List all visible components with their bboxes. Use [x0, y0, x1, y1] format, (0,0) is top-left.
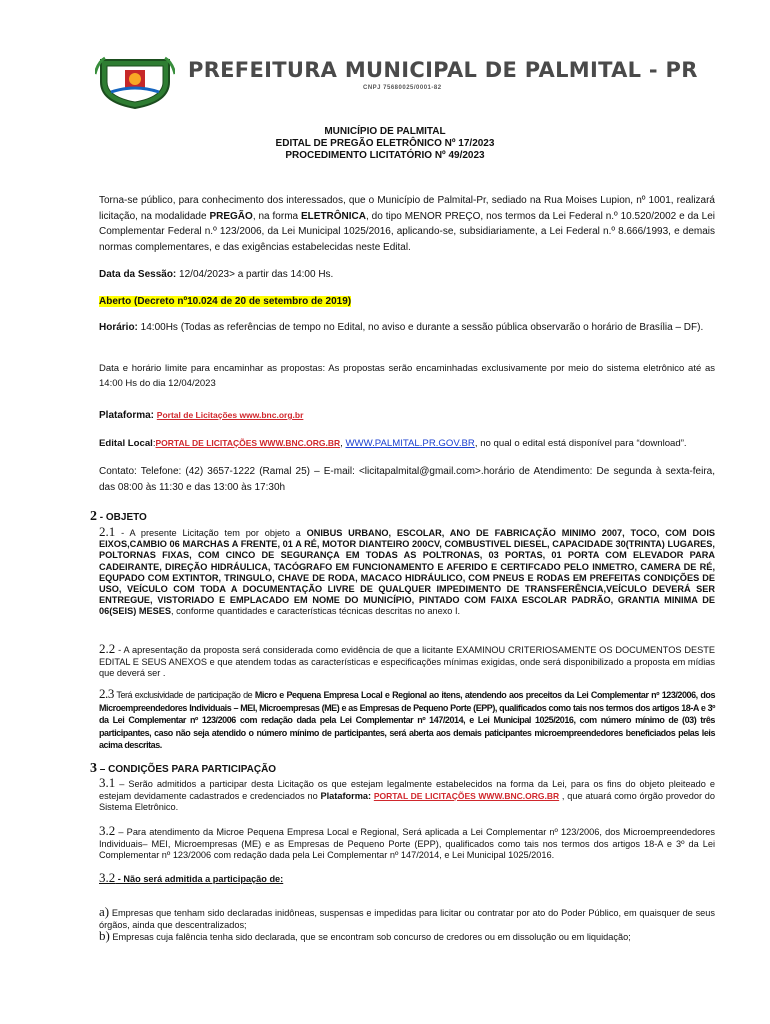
item-b: b) Empresas cuja falência tenha sido declarada, que se encontram sob concurso de credores ou em dissolução ou em liquidação; [99, 928, 631, 943]
letterhead [95, 52, 698, 112]
section-2-heading: 2 - OBJETO [90, 509, 147, 524]
plataforma-link[interactable]: Portal de Licitações www.bnc.org.br [156, 410, 304, 420]
decree-highlight: Aberto (Decreto nº10.024 de 20 de setembro de 2019) [99, 296, 352, 307]
plataforma-line: Plataforma: Portal de Licitações www.bnc.org.br [99, 410, 304, 421]
decree-line [99, 294, 715, 310]
deadline-paragraph: Data e horário limite para encaminhar as propostas: As propostas serão encaminhadas exclusivamente por meio do sistema eletrônico até as 14:00 Hs do dia 12/04/2023 [99, 363, 715, 389]
clause-2-1: 2.1 - A presente Licitação tem por objeto a ONIBUS URBANO, ESCOLAR, ANO DE FABRICAÇÃO MINIMO 2007, TOCO, COM DOIS EIXOS,CAMBIO 06 MARCHAS A FRENTE, 01 A RÉ, MOTOR DIANTEIRO 200CV, COMBUSTIVEL DIESEL, CAPACIDADE 30(TRINTA) LUGARES, POLTORNAS FIXAS, COM CINCO DE SEGURANÇA EM TODAS AS POLTRONAS, 03 PORTAS, 01 PORTA COM ELEVADOR PARA CADEIRANTE, DIREÇÃO HIDRÁULICA, TACÓGRAFO EM FUNCIONAMENTO E AFERIDO E CERTIFCADO PELO INMETRO, CAMERA DE RÉ, EQUPADO COM EXTINTOR, TRINGULO, CHAVE DE RODA, MACACO HIDRÁULICO, COM PNEUS E RODAS EM PREFEITAS CONDIÇÕES DE USO, VEÍCULO COM TODA A DOCUMENTAÇÃO LIVRE DE QUALQUER IMPEDIMENTO DE TRANSFERÊNCIA,VEÍCULO DEVERÁ SER ENTREGUE, VISTORIADO E EMPLACADO EM NOME DO MUNICÍPIO, PINTADO COM FAIXA ESCOLAR PADRÃO, GRANTIA MINIMA DE 06(SEIS) MESES, conforme quantidades e características técnicas descritas no anexo I. [99, 524, 715, 617]
session-date: Data da Sessão: 12/04/2023> a partir das 14:00 Hs. [99, 269, 334, 280]
clause-2-3: 2.3 Terá exclusividade de participação de Micro e Pequena Empresa Local e Regional ao itens, atendendo aos preceitos da Lei Complementar nº 123/2006, dos Microempreendedores Individuais – MEI, Microempresas (ME) e as Empresas de Pequeno Porte (EPP), qualificados como tais nos termos dos artigos 18-A e 3º da Lei Complementar nº 123/2006 com redação dada pela Lei Complementar nº 147/2014, e Lei Municipal 1025/2016, com número mínimo de (03) três participantes, caso não seja atendido o número mínimo de participantes, será aberta aos demais paticipantes microempreendedores beneficiados pelas leis acima descritas. [99, 686, 715, 750]
palmital-site-link[interactable]: WWW.PALMITAL.PR.GOV.BR [345, 438, 475, 449]
clause-3-2: 3.2 – Para atendimento da Microe Pequena Empresa Local e Regional, Será aplicada a Lei Complementar nº 123/2006, dos Microempreendedores Individuais– MEI, Microempresas (ME) e as Empresas de Pequeno Porte (EPP), qualificados como tais nos termos dos artigos 18-A e 3º da Lei Complementar nº 123/2006 com redação dada pela Lei Complementar nº 147/2014, e Lei Municipal 1025/2016. [99, 823, 715, 860]
clause-3-2-restriction: 3.2 - Não será admitida a participação de: [99, 870, 284, 885]
section-3-heading: 3 – CONDIÇÕES PARA PARTICIPAÇÃO [90, 761, 277, 776]
contact-paragraph: Contato: Telefone: (42) 3657-1222 (Ramal 25) – E-mail: <licitapalmital@gmail.com>.horário de Atendimento: De segunda à sexta-feira, das 08:00 às 11:30 e das 13:00 às 17:30h [99, 466, 715, 493]
clause-3-1: 3.1 – Serão admitidos a participar desta Licitação os que estejam legalmente estabelecidos na forma da Lei, para os fins do objeto pleiteado e estejam devidamente cadastrados e credenciados no Plataforma: PORTAL DE LICITAÇÕES WWW.BNC.ORG.BR , que atuará como órgão provedor do Sistema Eletrônico. [99, 775, 715, 812]
item-a: a) Empresas que tenham sido declaradas inidôneas, suspensas e impedidas para licitar ou contratar por ato do Poder Público, em quaisquer de seus órgãos, ainda que descentralizados; [99, 904, 715, 930]
edital-local-line: Edital Local:PORTAL DE LICITAÇÕES WWW.BNC.ORG.BR, WWW.PALMITAL.PR.GOV.BR, no qual o edital está disponível para “download”. [99, 438, 687, 449]
doc-title-municipality: MUNICÍPIO DE PALMITAL [324, 126, 446, 137]
org-cnpj: CNPJ 75680025/0001-82 [363, 85, 442, 91]
doc-title-procedure: PROCEDIMENTO LICITATÓRIO Nº 49/2023 [285, 150, 485, 161]
bnc-portal-link[interactable]: PORTAL DE LICITAÇÕES WWW.BNC.ORG.BR [155, 438, 341, 448]
doc-title-edital: EDITAL DE PREGÃO ELETRÔNICO Nº 17/2023 [275, 138, 495, 149]
municipal-seal-icon [95, 52, 175, 110]
bnc-portal-link-2[interactable]: PORTAL DE LICITAÇÕES WWW.BNC.ORG.BR [373, 790, 560, 801]
clause-2-2: 2.2 - A apresentação da proposta será considerada como evidência de que a licitante EXAMINOU CRITERIOSAMENTE OS DOCUMENTOS DESTE EDITAL E SEUS ANEXOS e que atendem todas as características e especificações mínimas exigidas, onde será disponibilizado a proposta em mídias que deverá ser . [99, 641, 715, 678]
horario-paragraph: Horário: 14:00Hs (Todas as referências de tempo no Edital, no aviso e durante a sessão pública observarão o horário de Brasília – DF). [99, 322, 704, 333]
org-title: PREFEITURA MUNICIPAL DE PALMITAL - PR [188, 58, 698, 82]
intro-paragraph: Torna-se público, para conhecimento dos interessados, que o Município de Palmital-Pr, sediado na Rua Moises Lupion, nº 1001, realizará licitação, na modalidade PREGÃO, na forma ELETRÔNICA, do tipo MENOR PREÇO, nos termos da Lei Federal n.º 10.520/2002 e da Lei Complementar Federal n.º 123/2006, da Lei Municipal 1025/2016, aplicando-se, subsidiariamente, a Lei Federal n.º 8.666/1993, e demais normas complementares, e das exigências estabelecidas neste Edital. [99, 195, 715, 253]
